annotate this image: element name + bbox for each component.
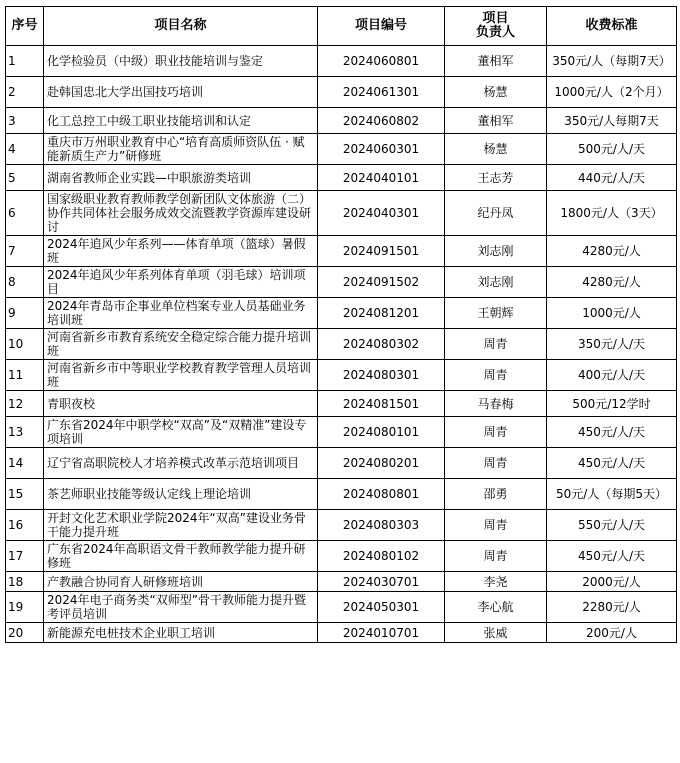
row-fee: 350元/人每期7天 [547, 108, 677, 134]
row-name: 广东省2024年中职学校“双高”及“双精准”建设专项培训 [44, 417, 318, 448]
row-owner: 纪丹凤 [445, 191, 547, 236]
row-name: 2024年追风少年系列体育单项（羽毛球）培训项目 [44, 267, 318, 298]
row-seq: 9 [6, 298, 44, 329]
row-fee: 50元/人（每期5天） [547, 479, 677, 510]
header-name: 项目名称 [44, 7, 318, 46]
row-seq: 14 [6, 448, 44, 479]
table-row [6, 77, 677, 108]
row-seq: 7 [6, 236, 44, 267]
table-row [6, 448, 677, 479]
row-seq: 8 [6, 267, 44, 298]
row-seq: 15 [6, 479, 44, 510]
row-name: 开封文化艺术职业学院2024年“双高”建设业务骨干能力提升班 [44, 510, 318, 541]
header-owner [445, 7, 547, 46]
row-seq: 11 [6, 360, 44, 391]
row-code: 2024060801 [318, 46, 445, 77]
row-code: 2024081201 [318, 298, 445, 329]
row-fee: 450元/人/天 [547, 541, 677, 572]
header-seq: 序号 [6, 7, 44, 46]
row-fee: 4280元/人 [547, 236, 677, 267]
table-row [6, 236, 677, 267]
table-row [6, 108, 677, 134]
row-seq: 20 [6, 623, 44, 643]
row-owner: 杨慧 [445, 134, 547, 165]
row-seq: 5 [6, 165, 44, 191]
table-row [6, 510, 677, 541]
table-row [6, 541, 677, 572]
row-owner: 马春梅 [445, 391, 547, 417]
row-code: 2024040101 [318, 165, 445, 191]
row-code: 2024040301 [318, 191, 445, 236]
row-code: 2024080302 [318, 329, 445, 360]
header-owner-line2: 负责人 [475, 25, 515, 40]
row-owner: 李尧 [445, 572, 547, 592]
row-name: 湖南省教师企业实践—中职旅游类培训 [44, 165, 318, 191]
table-row [6, 592, 677, 623]
row-owner: 邵勇 [445, 479, 547, 510]
row-seq: 17 [6, 541, 44, 572]
row-code: 2024030701 [318, 572, 445, 592]
row-fee: 440元/人/天 [547, 165, 677, 191]
row-seq: 19 [6, 592, 44, 623]
row-code: 2024061301 [318, 77, 445, 108]
row-owner: 周青 [445, 510, 547, 541]
row-name: 河南省新乡市教育系统安全稳定综合能力提升培训班 [44, 329, 318, 360]
row-code: 2024060301 [318, 134, 445, 165]
table-row [6, 191, 677, 236]
row-name: 新能源充电桩技术企业职工培训 [44, 623, 318, 643]
row-code: 2024091502 [318, 267, 445, 298]
row-code: 2024081501 [318, 391, 445, 417]
row-seq: 13 [6, 417, 44, 448]
row-name: 河南省新乡市中等职业学校教育教学管理人员培训班 [44, 360, 318, 391]
row-seq: 6 [6, 191, 44, 236]
row-name: 茶艺师职业技能等级认定线上理论培训 [44, 479, 318, 510]
row-fee: 2000元/人 [547, 572, 677, 592]
table-row [6, 46, 677, 77]
row-owner: 杨慧 [445, 77, 547, 108]
row-name: 赴韩国忠北大学出国技巧培训 [44, 77, 318, 108]
row-fee: 1000元/人（2个月） [547, 77, 677, 108]
row-code: 2024080102 [318, 541, 445, 572]
row-name: 产教融合协同育人研修班培训 [44, 572, 318, 592]
row-fee: 450元/人/天 [547, 448, 677, 479]
row-name: 重庆市万州职业教育中心“培育高质师资队伍 · 赋能新质生产力”研修班 [44, 134, 318, 165]
row-owner: 周青 [445, 417, 547, 448]
row-code: 2024060802 [318, 108, 445, 134]
row-code: 2024010701 [318, 623, 445, 643]
row-seq: 3 [6, 108, 44, 134]
row-owner: 张威 [445, 623, 547, 643]
row-code: 2024050301 [318, 592, 445, 623]
row-owner: 王志芳 [445, 165, 547, 191]
row-owner: 周青 [445, 541, 547, 572]
table-row [6, 479, 677, 510]
row-fee: 1800元/人（3天） [547, 191, 677, 236]
row-code: 2024080303 [318, 510, 445, 541]
table-row [6, 572, 677, 592]
row-name: 2024年电子商务类“双师型”骨干教师能力提升暨考评员培训 [44, 592, 318, 623]
row-seq: 4 [6, 134, 44, 165]
row-owner: 刘志刚 [445, 236, 547, 267]
header-fee: 收费标准 [547, 7, 677, 46]
row-name: 2024年追风少年系列——体育单项（篮球）暑假班 [44, 236, 318, 267]
table-row [6, 417, 677, 448]
row-owner: 王朝辉 [445, 298, 547, 329]
row-owner: 李心航 [445, 592, 547, 623]
row-fee: 1000元/人 [547, 298, 677, 329]
row-owner: 周青 [445, 448, 547, 479]
row-fee: 550元/人/天 [547, 510, 677, 541]
row-owner: 周青 [445, 329, 547, 360]
table-row [6, 329, 677, 360]
table-row [6, 391, 677, 417]
row-seq: 12 [6, 391, 44, 417]
row-fee: 500元/人/天 [547, 134, 677, 165]
row-owner: 周青 [445, 360, 547, 391]
row-seq: 1 [6, 46, 44, 77]
row-fee: 400元/人/天 [547, 360, 677, 391]
row-owner: 董相军 [445, 108, 547, 134]
row-fee: 2280元/人 [547, 592, 677, 623]
row-fee: 4280元/人 [547, 267, 677, 298]
project-fee-table [5, 6, 677, 643]
row-seq: 18 [6, 572, 44, 592]
table-row [6, 298, 677, 329]
header-owner-line1: 项目 [482, 11, 509, 26]
table-row [6, 165, 677, 191]
row-name: 化学检验员（中级）职业技能培训与鉴定 [44, 46, 318, 77]
row-fee: 350元/人/天 [547, 329, 677, 360]
row-seq: 2 [6, 77, 44, 108]
table-row [6, 134, 677, 165]
row-name: 广东省2024年高职语文骨干教师教学能力提升研修班 [44, 541, 318, 572]
row-fee: 200元/人 [547, 623, 677, 643]
header-code: 项目编号 [318, 7, 445, 46]
row-name: 国家级职业教育教师教学创新团队文体旅游（二）协作共同体社会服务成效交流暨教学资源库建设研讨 [44, 191, 318, 236]
row-owner: 刘志刚 [445, 267, 547, 298]
row-code: 2024091501 [318, 236, 445, 267]
row-code: 2024080801 [318, 479, 445, 510]
row-code: 2024080201 [318, 448, 445, 479]
row-name: 2024年青岛市企事业单位档案专业人员基础业务培训班 [44, 298, 318, 329]
row-code: 2024080101 [318, 417, 445, 448]
row-code: 2024080301 [318, 360, 445, 391]
row-name: 辽宁省高职院校人才培养模式改革示范培训项目 [44, 448, 318, 479]
table-row [6, 623, 677, 643]
row-name: 化工总控工中级工职业技能培训和认定 [44, 108, 318, 134]
row-name: 青职夜校 [44, 391, 318, 417]
row-fee: 450元/人/天 [547, 417, 677, 448]
row-seq: 10 [6, 329, 44, 360]
table-row [6, 360, 677, 391]
table-row [6, 267, 677, 298]
row-owner: 董相军 [445, 46, 547, 77]
row-fee: 350元/人（每期7天） [547, 46, 677, 77]
row-fee: 500元/12学时 [547, 391, 677, 417]
table-header-row [6, 7, 677, 46]
row-seq: 16 [6, 510, 44, 541]
